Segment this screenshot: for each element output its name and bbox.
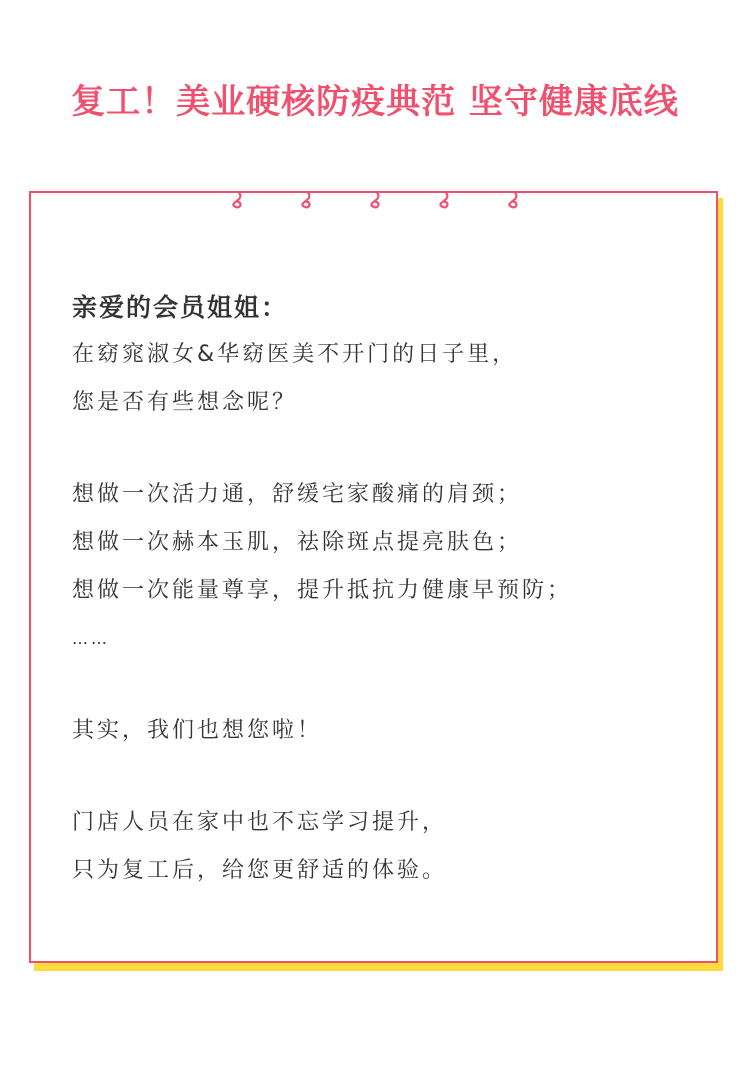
letter-line: 您是否有些想念呢？: [72, 390, 298, 415]
notebook-ring-icon: [440, 193, 447, 207]
ellipsis: ……: [72, 629, 110, 648]
greeting: 亲爱的会员姐姐：: [72, 293, 289, 322]
paragraph-gap: [72, 427, 672, 471]
paragraph-gap: [72, 663, 672, 707]
paragraph-gap: [72, 755, 672, 799]
letter-line: 只为复工后，给您更舒适的体验。: [72, 858, 448, 883]
letter-line: 其实，我们也想您啦！: [72, 718, 323, 743]
letter-line: 在窈窕淑女&华窈医美不开门的日子里，: [72, 342, 518, 367]
letter-body: [72, 285, 672, 895]
notebook-ring-icon: [302, 193, 309, 207]
letter-line: 想做一次赫本玉肌，祛除斑点提亮肤色；: [72, 530, 523, 555]
notebook-card: [29, 191, 718, 963]
notebook-rings: [31, 193, 720, 223]
page-headline: 复工！美业硬核防疫典范 坚守健康底线: [71, 82, 679, 122]
notebook-ring-icon: [371, 193, 378, 207]
letter-line: 门店人员在家中也不忘学习提升，: [72, 810, 448, 835]
notebook-ring-icon: [233, 193, 240, 207]
letter-line: 想做一次能量尊享，提升抵抗力健康早预防；: [72, 578, 573, 603]
notebook-ring-icon: [509, 193, 516, 207]
letter-line: 想做一次活力通，舒缓宅家酸痛的肩颈；: [72, 482, 523, 507]
